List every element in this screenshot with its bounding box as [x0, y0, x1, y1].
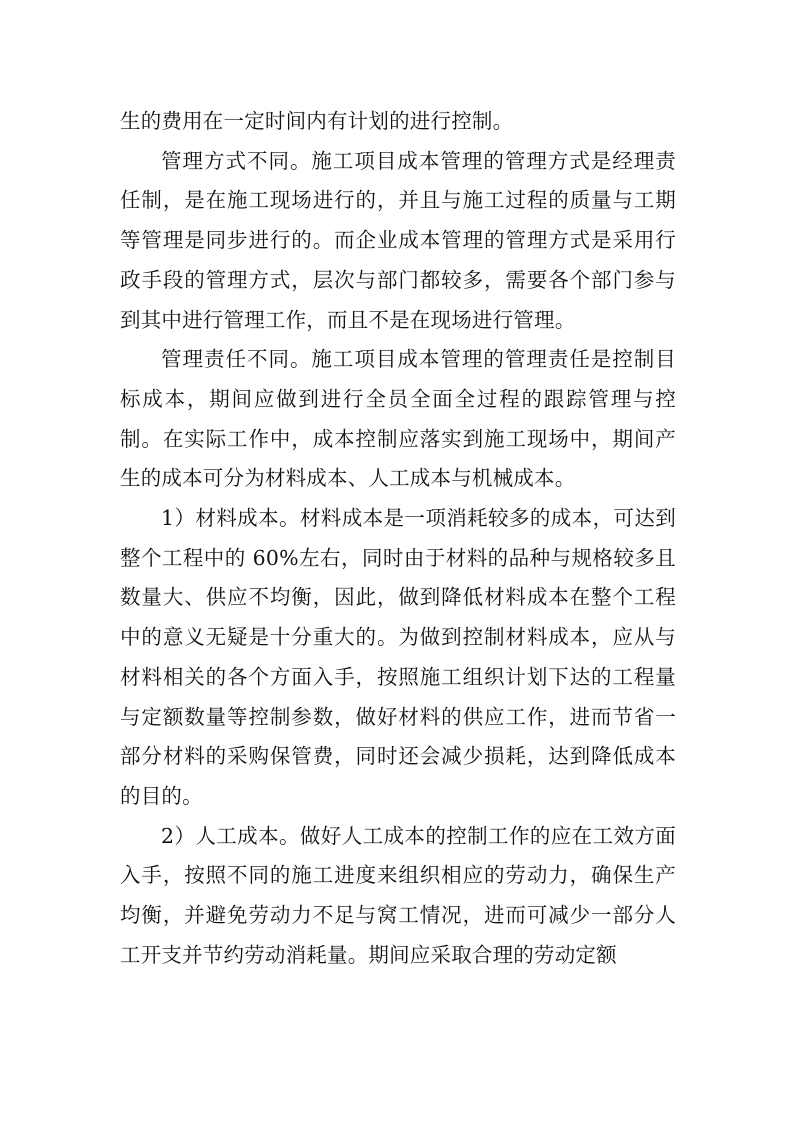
paragraph-continuation: 生的费用在一定时间内有计划的进行控制。	[120, 109, 514, 133]
paragraph-management-method: 管理方式不同。施工项目成本管理的管理方式是经理责任制，是在施工现场进行的，并且与施工过程的质量与工期等管理是同步进行的。而企业成本管理的管理方式是采用行政手段的管理方式，层次与部门都较多，需要各个部门参与到其中进行管理工作，而且不是在现场进行管理。	[120, 148, 676, 332]
paragraph-labor-cost: 2）人工成本。做好人工成本的控制工作的应在工效方面入手，按照不同的施工进度来组织相应的劳动力，确保生产均衡，并避免劳动力不足与窝工情况，进而可减少一部分人工开支并节约劳动消耗量。期间应采取合理的劳动定额	[120, 823, 676, 967]
paragraph-management-responsibility: 管理责任不同。施工项目成本管理的管理责任是控制目标成本，期间应做到进行全员全面全过程的跟踪管理与控制。在实际工作中，成本控制应落实到施工现场中，期间产生的成本可分为材料成本、人工成本与机械成本。	[120, 347, 676, 491]
body-text	[120, 102, 676, 975]
paragraph-material-cost: 1）材料成本。材料成本是一项消耗较多的成本，可达到整个工程中的 60%左右，同时由于材料的品种与规格较多且数量大、供应不均衡，因此，做到降低材料成本在整个工程中的意义无疑是十分重大的。为做到控制材料成本，应从与材料相关的各个方面入手，按照施工组织计划下达的工程量与定额数量等控制参数，做好材料的供应工作，进而节省一部分材料的采购保管费，同时还会减少损耗，达到降低成本的目的。	[120, 506, 676, 808]
